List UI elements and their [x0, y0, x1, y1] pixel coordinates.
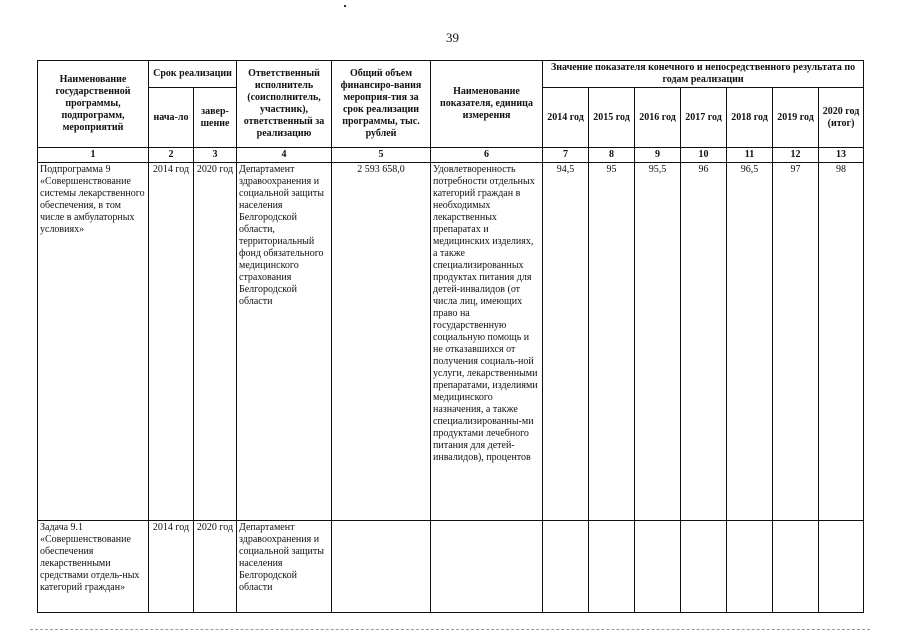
indicators-table — [37, 60, 864, 613]
row-value-2019 — [773, 521, 819, 613]
column-number: 11 — [727, 148, 773, 163]
column-number: 9 — [635, 148, 681, 163]
header-start: нача-ло — [149, 88, 194, 148]
row-value-2014: 94,5 — [543, 163, 589, 521]
header-funding: Общий объем финансиро-вания мероприя-тия за срок реализации программы, тыс. рублей — [332, 61, 431, 148]
row-value-2018 — [727, 521, 773, 613]
header-year-2014: 2014 год — [543, 88, 589, 148]
row-value-2014 — [543, 521, 589, 613]
row-value-2020 — [819, 521, 864, 613]
table-row-subprogram-9 — [38, 163, 864, 521]
row-name: Задача 9.1 «Совершенствование обеспечения лекарственными средствами отдель-ных категорий граждан» — [38, 521, 149, 613]
header-values: Значение показателя конечного и непосредственного результата по годам реализации — [543, 61, 864, 88]
header-name: Наименование государственной программы, подпрограмм, мероприятий — [38, 61, 149, 148]
row-responsible: Департамент здравоохранения и социальной защиты населения Белгородской области, территориальный фонд обязательного медицинского страхования Белгородской области — [237, 163, 332, 521]
header-year-2020: 2020 год (итог) — [819, 88, 864, 148]
row-indicator — [431, 521, 543, 613]
header-year-2015: 2015 год — [589, 88, 635, 148]
header-term: Срок реализации — [149, 61, 237, 88]
column-number: 7 — [543, 148, 589, 163]
column-number: 2 — [149, 148, 194, 163]
row-responsible: Департамент здравоохранения и социальной защиты населения Белгородской области — [237, 521, 332, 613]
header-end: завер-шение — [194, 88, 237, 148]
header-year-2016: 2016 год — [635, 88, 681, 148]
row-value-2016: 95,5 — [635, 163, 681, 521]
row-funding — [332, 521, 431, 613]
scan-dot — [344, 5, 346, 7]
column-number: 3 — [194, 148, 237, 163]
row-indicator: Удовлетворенность потребности отдельных категорий граждан в необходимых лекарственных препаратах и медицинских изделиях, а также специализированных продуктах питания для детей-инвалидов (от числа лиц, имеющих право на государственную социальную помощь и не отказавшихся от получения социаль-ной услуги, лекарственными препаратами, изделиями медицинского назначения, а также специализированны-ми продуктами лечебного питания для детей-инвалидов), процентов — [431, 163, 543, 521]
row-value-2020: 98 — [819, 163, 864, 521]
row-end: 2020 год — [194, 521, 237, 613]
page-number: 39 — [446, 30, 459, 45]
row-funding: 2 593 658,0 — [332, 163, 431, 521]
header-year-2018: 2018 год — [727, 88, 773, 148]
row-name: Подпрограмма 9 «Совершенствование системы лекарственного обеспечения, в том числе в амбулаторных условиях» — [38, 163, 149, 521]
column-number: 12 — [773, 148, 819, 163]
column-number-row — [38, 148, 864, 163]
column-number: 10 — [681, 148, 727, 163]
row-start: 2014 год — [149, 521, 194, 613]
row-end: 2020 год — [194, 163, 237, 521]
row-value-2019: 97 — [773, 163, 819, 521]
column-number: 6 — [431, 148, 543, 163]
row-value-2015 — [589, 521, 635, 613]
row-value-2017: 96 — [681, 163, 727, 521]
column-number: 1 — [38, 148, 149, 163]
header-responsible: Ответственный исполнитель (соисполнитель, участник), ответственный за реализацию — [237, 61, 332, 148]
row-value-2016 — [635, 521, 681, 613]
column-number: 4 — [237, 148, 332, 163]
header-year-2017: 2017 год — [681, 88, 727, 148]
row-value-2018: 96,5 — [727, 163, 773, 521]
header-year-2019: 2019 год — [773, 88, 819, 148]
row-start: 2014 год — [149, 163, 194, 521]
header-indicator: Наименование показателя, единица измерения — [431, 61, 543, 148]
column-number: 13 — [819, 148, 864, 163]
row-value-2017 — [681, 521, 727, 613]
footer-divider — [30, 629, 870, 630]
column-number: 8 — [589, 148, 635, 163]
table-row-task-9-1 — [38, 521, 864, 613]
row-value-2015: 95 — [589, 163, 635, 521]
column-number: 5 — [332, 148, 431, 163]
